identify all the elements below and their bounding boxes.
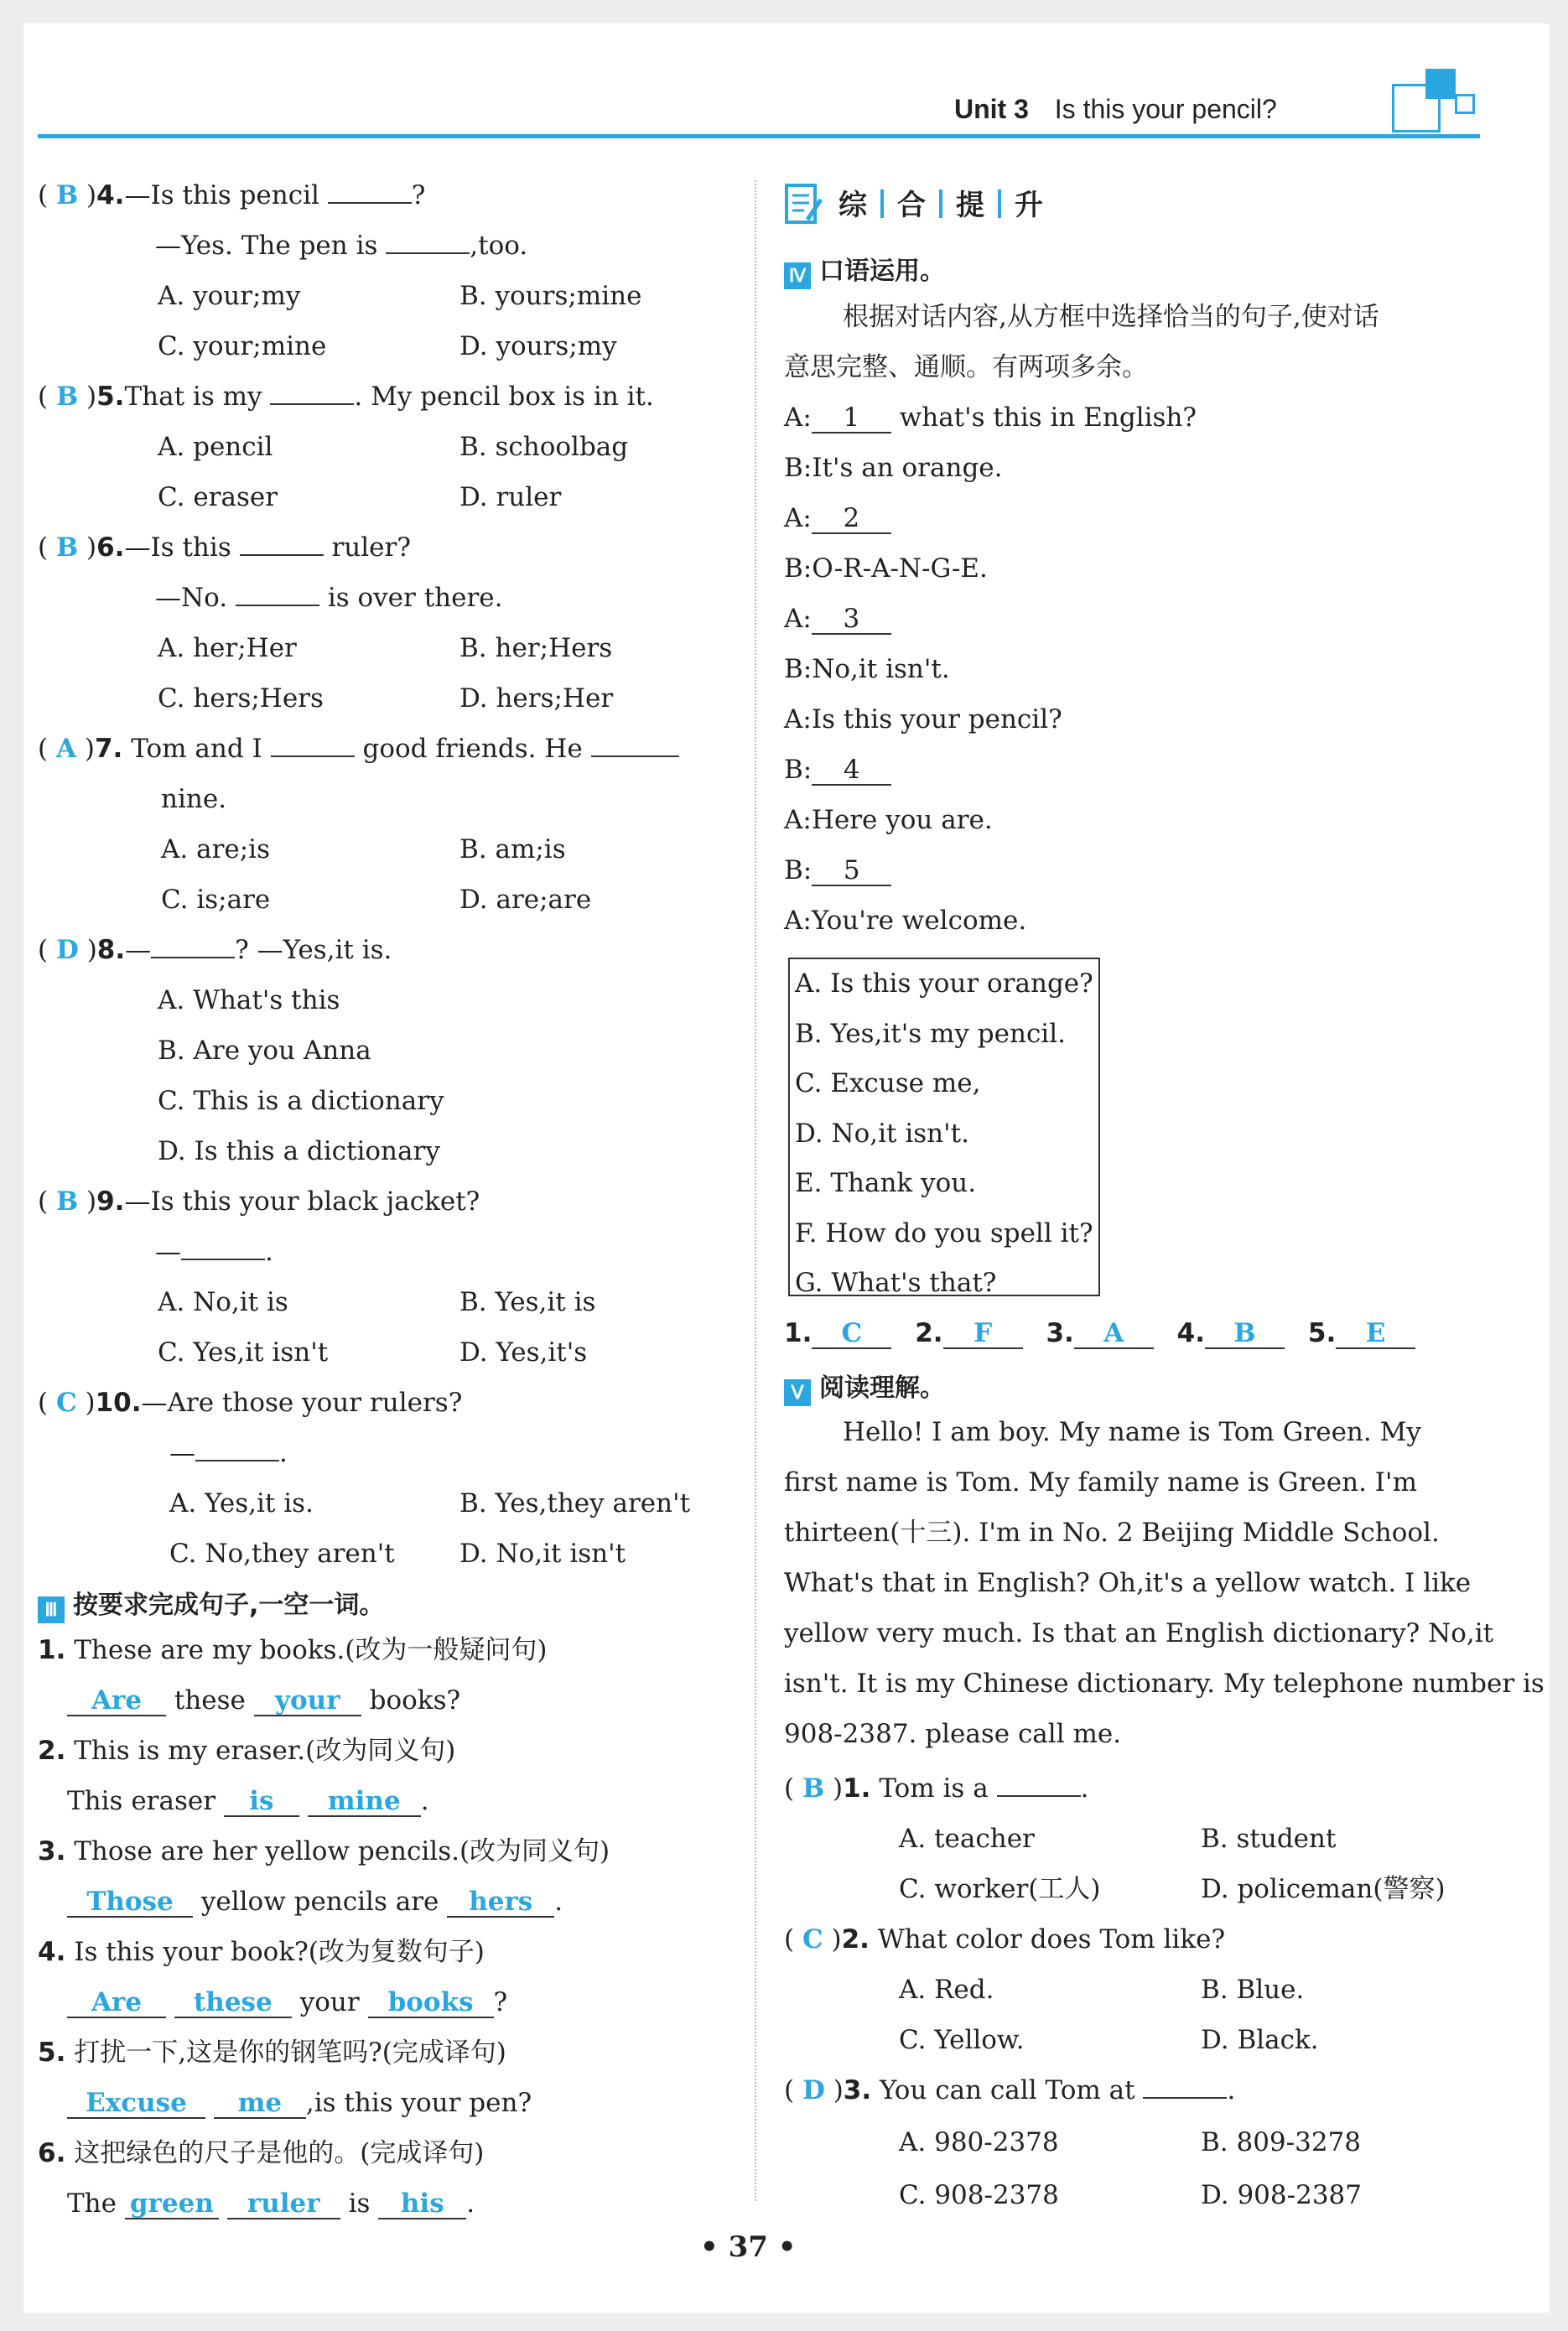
- q7-number: 7.: [94, 734, 123, 764]
- option-e: E. Thank you.: [795, 1168, 977, 1198]
- r3-blank: [1143, 2097, 1227, 2099]
- dialog-speaker: A:: [784, 402, 812, 433]
- s4-blank2: these: [174, 1988, 292, 2018]
- q10-blank: [195, 1460, 279, 1461]
- q10-line2: [169, 1436, 288, 1470]
- s6-question: [38, 2136, 484, 2170]
- r1-line: ( B )1. Tom is a .: [784, 1773, 1089, 1804]
- q6-number: 6.: [96, 532, 125, 563]
- s2-answer-line: [67, 1784, 429, 1818]
- r2-number: 2.: [841, 1924, 870, 1955]
- dialog-text: You're welcome.: [811, 906, 1027, 936]
- q7-text-mid: good friends. He: [362, 734, 583, 764]
- option-f: F. How do you spell it?: [795, 1217, 1093, 1249]
- s4-t3: ?: [493, 1987, 508, 2017]
- r1-opt-d: D. policeman(警察): [1201, 1874, 1446, 1904]
- dialog-line-9: [784, 803, 993, 837]
- q9-number: 9.: [96, 1186, 125, 1217]
- q6-line1: ( B )6.—Is this ruler?: [38, 532, 411, 563]
- q9-answer: B: [55, 1186, 79, 1217]
- r1-number: 1.: [843, 1773, 871, 1804]
- r1-opt-c: C. worker(工人): [899, 1874, 1101, 1904]
- q10-opt-c: C. No,they aren't: [169, 1539, 395, 1569]
- s1-t2: books?: [369, 1685, 461, 1716]
- page-number: • 37 •: [700, 2230, 797, 2264]
- q5-line1: ( B )5.That is my . My pencil box is in it.: [38, 382, 654, 412]
- q6-blank: [240, 554, 324, 556]
- s5-number: 5.: [38, 2038, 66, 2068]
- section-title-zonghe: [839, 188, 1043, 223]
- answer-num: 5.: [1307, 1318, 1337, 1348]
- answer-4: B: [1205, 1319, 1285, 1349]
- dialog-line-10: [784, 854, 891, 887]
- s5-question: [38, 2036, 506, 2069]
- s3-t1: yellow pencils are: [200, 1887, 439, 1917]
- q9-dash: —: [155, 1237, 181, 1267]
- r2-opt-d: D. Black.: [1201, 2025, 1319, 2055]
- r3-line: ( D )3. You can call Tom at .: [784, 2075, 1236, 2105]
- q9-opt-b: B. Yes,it is: [459, 1287, 596, 1317]
- answer-num: 3.: [1046, 1318, 1074, 1348]
- dialog-text: It's an orange.: [812, 453, 1003, 483]
- q8-opt-d: D. Is this a dictionary: [158, 1136, 440, 1166]
- q10-dash: —: [169, 1438, 195, 1468]
- s3-t2: .: [554, 1887, 563, 1917]
- r3-end: .: [1227, 2075, 1236, 2105]
- q7-text: Tom and I: [131, 734, 262, 764]
- s1-t1: these: [174, 1685, 246, 1716]
- dialog-line-1: [784, 401, 1197, 434]
- r1-text: Tom is a: [879, 1773, 989, 1804]
- passage-line-4: What's that in English? Oh,it's a yellow watch. I like: [784, 1568, 1472, 1598]
- s2-t2: .: [420, 1786, 429, 1816]
- s6-t3: .: [466, 2188, 475, 2219]
- unit-title: Is this your pencil?: [1054, 94, 1277, 124]
- q5-answer: B: [55, 382, 79, 412]
- s1-text: These are my books.(改为一般疑问句): [74, 1635, 548, 1665]
- q10-answer: C: [55, 1388, 77, 1418]
- q5-text-end: . My pencil box is in it.: [354, 382, 654, 412]
- r2-text: What color does Tom like?: [877, 1924, 1226, 1955]
- title-sep-3: [998, 189, 1001, 218]
- dialog-text: Here you are.: [811, 805, 993, 835]
- section-5-heading: [784, 1367, 945, 1406]
- answer-3: A: [1074, 1319, 1154, 1349]
- s6-t0: The: [67, 2188, 117, 2219]
- q8-opt-c: C. This is a dictionary: [158, 1086, 444, 1116]
- q10-text: —Are those your rulers?: [141, 1388, 463, 1418]
- dialog-speaker: B:: [784, 453, 813, 483]
- q8-text-end: ? —Yes,it is.: [235, 935, 392, 965]
- section-4-badge: Ⅳ: [784, 262, 811, 289]
- dialog-line-3: [784, 501, 891, 535]
- q9-blank: [181, 1259, 265, 1260]
- q4-text-end: ?: [411, 180, 426, 210]
- dialog-speaker: B:: [784, 654, 813, 684]
- q9-opt-d: D. Yes,it's: [459, 1337, 588, 1368]
- s1-number: 1.: [38, 1635, 66, 1665]
- r2-opt-a: A. Red.: [899, 1975, 994, 2005]
- answer-5: E: [1336, 1319, 1415, 1349]
- title-char-3: 提: [956, 189, 984, 222]
- q6-text-end: ruler?: [331, 532, 411, 563]
- q5-opt-c: C. eraser: [158, 482, 278, 512]
- section-5-title: 阅读理解。: [819, 1373, 945, 1403]
- q7-blank2: [591, 755, 679, 757]
- passage-line-6: isn't. It is my Chinese dictionary. My telephone number is: [784, 1669, 1545, 1699]
- q10-end: .: [279, 1438, 288, 1468]
- q5-opt-d: D. ruler: [459, 482, 562, 512]
- s2-question: [38, 1734, 455, 1768]
- section-3-title: 按要求完成句子,一空一词。: [73, 1591, 385, 1620]
- passage-line-5: yellow very much. Is that an English dictionary? No,it: [784, 1618, 1494, 1648]
- passage-line-3: thirteen(十三). I'm in No. 2 Beijing Middle School.: [784, 1518, 1440, 1548]
- q4-opt-d: D. yours;my: [459, 331, 617, 361]
- r1-opt-a: A. teacher: [899, 1824, 1035, 1854]
- r2-answer: C: [802, 1924, 823, 1955]
- section-4-heading: [784, 250, 945, 289]
- dialog-speaker: A:: [784, 704, 812, 735]
- q9-opt-a: A. No,it is: [158, 1287, 288, 1317]
- q9-opt-c: C. Yes,it isn't: [158, 1337, 329, 1368]
- dialog-blank-1: 1: [812, 403, 891, 433]
- dialog-line-4: [784, 552, 988, 585]
- section-3-badge: Ⅲ: [38, 1596, 65, 1623]
- q8-opt-a: A. What's this: [158, 985, 340, 1015]
- option-g: G. What's that?: [795, 1268, 997, 1298]
- title-sep-1: [880, 189, 884, 218]
- s4-blank1: Are: [67, 1988, 166, 2018]
- s1-blank1: Are: [67, 1686, 166, 1716]
- s2-blank2: mine: [308, 1787, 421, 1817]
- dialog-line-8: [784, 753, 891, 787]
- q6-answer: B: [55, 532, 79, 563]
- s4-question: [38, 1935, 485, 1969]
- s1-answer-line: [67, 1684, 460, 1717]
- q9-text: —Is this your black jacket?: [124, 1186, 480, 1217]
- options-box: [788, 958, 1100, 1296]
- answer-num: 4.: [1176, 1318, 1206, 1348]
- header-rule: [38, 134, 1480, 138]
- s4-answer-line: [67, 1986, 507, 2019]
- s3-blank2: hers: [447, 1887, 554, 1918]
- q4-opt-c: C. your;mine: [158, 331, 327, 361]
- q7-answer: A: [55, 734, 77, 764]
- answer-1: C: [812, 1319, 891, 1349]
- q6-opt-d: D. hers;Her: [459, 683, 614, 714]
- dialog-speaker: B:: [784, 755, 813, 785]
- q4-blank2: [386, 252, 470, 254]
- dialog-blank-2: 2: [812, 504, 891, 534]
- passage-line-7: 908-2387. please call me.: [784, 1719, 1122, 1749]
- q7-blank: [271, 755, 355, 757]
- s4-t2: your: [299, 1987, 360, 2017]
- page-number-value: 37: [728, 2230, 768, 2264]
- s2-t0: This eraser: [67, 1786, 216, 1816]
- q7-line1: ( A )7. Tom and I good friends. He: [38, 732, 679, 766]
- s4-text: Is this your book?(改为复数句子): [74, 1937, 485, 1967]
- r2-line: ( C )2. What color does Tom like?: [784, 1924, 1226, 1955]
- section-3-heading: [38, 1584, 384, 1623]
- title-char-1: 综: [839, 189, 867, 222]
- section-4-instr2: 意思完整、通顺。有两项多余。: [784, 352, 1148, 382]
- option-c: C. Excuse me,: [795, 1068, 981, 1098]
- q9-line1: ( B )9.—Is this your black jacket?: [38, 1186, 480, 1217]
- q8-number: 8.: [96, 935, 126, 965]
- dialog-text: O-R-A-N-G-E.: [812, 553, 988, 584]
- dialog-line-7: [784, 703, 1062, 736]
- q4-line1: ( B )4.—Is this pencil ?: [38, 180, 426, 210]
- r2-opt-c: C. Yellow.: [899, 2025, 1025, 2055]
- q5-number: 5.: [96, 382, 125, 412]
- dialog-blank-5: 5: [812, 856, 891, 886]
- answer-2: F: [943, 1319, 1023, 1349]
- q4-line2: [155, 229, 527, 262]
- q6-opt-c: C. hers;Hers: [158, 683, 324, 714]
- q4-opt-a: A. your;my: [158, 281, 301, 311]
- dialog-blank-3: 3: [812, 605, 891, 635]
- dialog-text: what's this in English?: [899, 402, 1197, 433]
- header-deco-square: [1425, 69, 1456, 99]
- q4-number: 4.: [96, 180, 125, 210]
- q9-end: .: [265, 1237, 273, 1267]
- r1-answer: B: [802, 1773, 825, 1804]
- q7-opt-c: C. is;are: [161, 885, 271, 915]
- q4-l2-end: ,too.: [470, 231, 528, 261]
- option-b: B. Yes,it's my pencil.: [795, 1018, 1066, 1049]
- s3-number: 3.: [38, 1836, 66, 1866]
- s6-blank3: his: [378, 2189, 466, 2219]
- q9-line2: [155, 1235, 273, 1269]
- dialog-line-6: [784, 652, 950, 686]
- dialog-speaker: A:: [784, 604, 812, 634]
- dialog-text: Is this your pencil?: [811, 704, 1062, 735]
- q6-l2-end: is over there.: [327, 583, 503, 613]
- q10-opt-a: A. Yes,it is.: [169, 1488, 314, 1519]
- q6-opt-b: B. her;Hers: [459, 633, 613, 663]
- s2-text: This is my eraser.(改为同义句): [74, 1736, 456, 1766]
- dialog-speaker: B:: [784, 553, 813, 584]
- s5-blank2: me: [214, 2089, 306, 2119]
- unit-label: Unit 3: [954, 94, 1029, 124]
- q4-text: —Is this pencil: [124, 180, 319, 210]
- s1-blank2: your: [254, 1686, 361, 1716]
- r3-answer: D: [802, 2075, 825, 2105]
- s2-blank1: is: [224, 1787, 299, 1817]
- r3-opt-b: B. 809-3278: [1201, 2127, 1362, 2157]
- r3-opt-a: A. 980-2378: [899, 2127, 1059, 2157]
- q6-text: —Is this: [124, 532, 231, 563]
- s5-blank1: Excuse: [67, 2089, 205, 2119]
- header-deco-small: [1455, 94, 1475, 114]
- title-char-2: 合: [897, 189, 926, 222]
- dialog-speaker: A:: [784, 805, 812, 835]
- q8-text: —: [125, 935, 152, 965]
- q10-line1: ( C )10.—Are those your rulers?: [38, 1388, 463, 1418]
- q4-blank: [328, 202, 412, 204]
- s3-blank1: Those: [67, 1887, 193, 1918]
- s4-number: 4.: [38, 1937, 66, 1967]
- s3-question: [38, 1835, 610, 1868]
- r1-opt-b: B. student: [1201, 1824, 1337, 1854]
- s5-text: 打扰一下,这是你的钢笔吗?(完成译句): [74, 2038, 506, 2068]
- q6-l2: —No.: [155, 583, 228, 613]
- s3-answer-line: [67, 1885, 563, 1918]
- dialog-line-11: [784, 904, 1026, 937]
- dialog-speaker: A:: [784, 503, 812, 533]
- s1-question: [38, 1633, 548, 1667]
- r3-text: You can call Tom at: [880, 2075, 1135, 2105]
- q4-l2: —Yes. The pen is: [155, 231, 378, 261]
- q6-line2: [155, 581, 503, 615]
- s4-blank3: books: [368, 1988, 494, 2018]
- q7-line2: nine.: [161, 784, 227, 814]
- dialog-blank-4: 4: [812, 755, 891, 786]
- q10-opt-d: D. No,it isn't: [459, 1539, 626, 1569]
- section-4-instr1: 根据对话内容,从方框中选择恰当的句子,使对话: [843, 302, 1379, 332]
- q6-opt-a: A. her;Her: [158, 633, 297, 663]
- title-char-4: 升: [1015, 189, 1043, 222]
- s5-answer-line: [67, 2086, 532, 2120]
- r1-blank: [997, 1795, 1081, 1797]
- q5-opt-a: A. pencil: [158, 432, 273, 462]
- r2-opt-b: B. Blue.: [1201, 1975, 1305, 2005]
- q4-opt-b: B. yours;mine: [459, 281, 642, 311]
- q8-line1: ( D )8.— ? —Yes,it is.: [38, 935, 392, 965]
- s6-answer-line: [67, 2187, 475, 2220]
- q8-blank: [151, 957, 235, 958]
- q10-number: 10.: [95, 1388, 142, 1418]
- section-4-title: 口语运用。: [819, 257, 945, 286]
- q7-opt-a: A. are;is: [161, 834, 271, 864]
- s5-t2: ,is this your pen?: [305, 2088, 532, 2118]
- passage-line-2: first name is Tom. My family name is Green. I'm: [784, 1467, 1417, 1498]
- s6-blank2: ruler: [227, 2189, 340, 2219]
- q10-opt-b: B. Yes,they aren't: [459, 1488, 691, 1519]
- dialog-answers: [784, 1316, 1415, 1350]
- q5-opt-b: B. schoolbag: [459, 432, 629, 462]
- q7-opt-b: B. am;is: [459, 834, 566, 864]
- s3-text: Those are her yellow pencils.(改为同义句): [74, 1836, 610, 1866]
- dialog-text: No,it isn't.: [812, 654, 950, 684]
- passage-line-1: Hello! I am boy. My name is Tom Green. My: [843, 1417, 1421, 1447]
- dialog-line-5: [784, 602, 891, 636]
- q6-blank2: [236, 605, 319, 606]
- dialog-line-2: [784, 451, 1003, 485]
- q7-opt-d: D. are;are: [459, 885, 592, 915]
- q5-blank: [270, 403, 354, 405]
- answer-num: 1.: [784, 1318, 813, 1348]
- column-divider: [755, 180, 756, 2201]
- option-a: A. Is this your orange?: [795, 968, 1093, 999]
- title-sep-2: [939, 189, 942, 218]
- r3-number: 3.: [843, 2075, 872, 2105]
- s6-t2: is: [348, 2188, 371, 2219]
- r3-opt-c: C. 908-2378: [899, 2180, 1059, 2210]
- s6-number: 6.: [38, 2138, 66, 2168]
- s6-text: 这把绿色的尺子是他的。(完成译句): [74, 2138, 485, 2168]
- s2-number: 2.: [38, 1736, 66, 1766]
- dialog-speaker: A:: [784, 906, 812, 936]
- s6-blank1: green: [125, 2189, 219, 2219]
- q8-opt-b: B. Are you Anna: [158, 1036, 371, 1066]
- q4-answer: B: [55, 180, 79, 210]
- section-5-badge: Ⅴ: [784, 1379, 811, 1406]
- notebook-icon: [784, 183, 824, 226]
- header-unit: [954, 94, 1277, 125]
- q8-answer: D: [55, 935, 79, 965]
- r3-opt-d: D. 908-2387: [1201, 2180, 1362, 2210]
- q5-text: That is my: [124, 382, 262, 412]
- dialog-speaker: B:: [784, 855, 813, 885]
- option-d: D. No,it isn't.: [795, 1118, 969, 1149]
- answer-num: 2.: [915, 1318, 943, 1348]
- r1-end: .: [1080, 1773, 1089, 1804]
